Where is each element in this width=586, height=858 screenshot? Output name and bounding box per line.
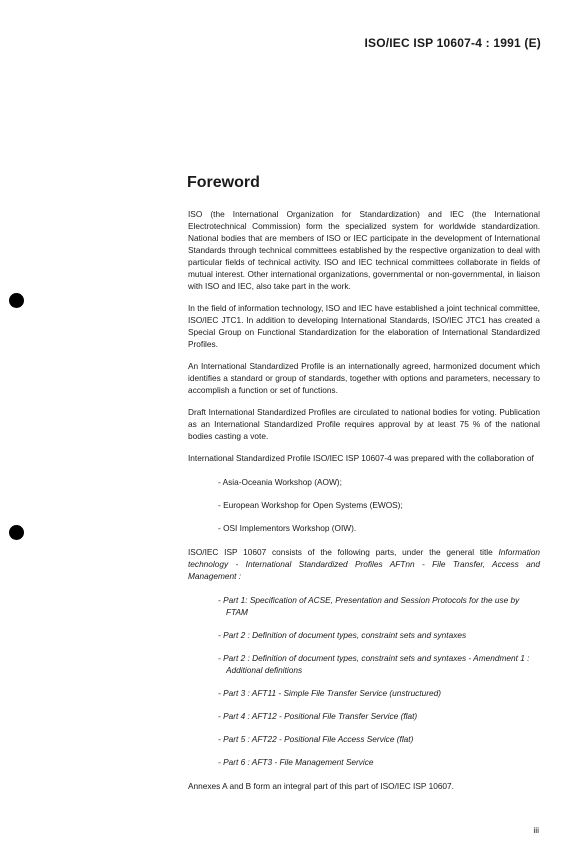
page-number: iii <box>533 825 539 835</box>
paragraph: An International Standardized Profile is an internationally agreed, harmonized document which identifies a standard or group of standards, together with options and parameters, necessary to accomplish a function or set of functions. <box>188 361 540 395</box>
foreword-body <box>188 208 540 802</box>
workshop-item: - European Workshop for Open Systems (EWOS); <box>218 500 403 510</box>
workshop-item: - Asia-Oceania Workshop (AOW); <box>218 477 342 487</box>
part-item: - Part 2 : Definition of document types, constraint sets and syntaxes <box>218 630 467 640</box>
paragraph: ISO (the International Organization for Standardization) and IEC (the International Electrotechnical Commission) form the specialized system for worldwide standardization. National bodies that are members of ISO or IEC participate in the development of International Standards through technical committees established by the respective organization to deal with particular fields of technical activity. ISO and IEC technical committees collaborate in fields of mutual interest. Other international organizations, governmental or non-governmental, in liaison with ISO and IEC, also take part in the work. <box>188 209 540 291</box>
workshop-item: - OSI Implementors Workshop (OIW). <box>218 523 357 533</box>
paragraph: Draft International Standardized Profiles are circulated to national bodies for voting. Publication as an International Standardized Profile requires approval by at least 75 % of the national bodies casting a vote. <box>188 407 540 441</box>
paragraph: International Standardized Profile ISO/IEC ISP 10607-4 was prepared with the collaboration of <box>188 453 534 463</box>
parts-intro-lead: ISO/IEC ISP 10607 consists of the following parts, under the general title <box>188 547 499 557</box>
part-item: - Part 4 : AFT12 - Positional File Transfer Service (flat) <box>218 711 418 721</box>
part-item: - Part 1: Specification of ACSE, Presentation and Session Protocols for the use by FTAM <box>218 595 520 617</box>
part-item: - Part 6 : AFT3 - File Management Service <box>218 757 374 767</box>
part-item: - Part 3 : AFT11 - Simple File Transfer Service (unstructured) <box>218 688 442 698</box>
page-title: Foreword <box>187 174 260 191</box>
document-header: ISO/IEC ISP 10607-4 : 1991 (E) <box>364 36 541 50</box>
parts-intro <box>188 546 540 582</box>
part-item: - Part 2 : Definition of document types, constraint sets and syntaxes - Amendment 1 : Additional definitions <box>218 653 530 675</box>
punch-hole-mark <box>9 293 24 308</box>
part-item: - Part 5 : AFT22 - Positional File Access Service (flat) <box>218 734 414 744</box>
parts-general-title: Information technology - International Standardized Profiles AFTnn - File Transfer, Access and Management : <box>188 547 540 581</box>
punch-hole-mark <box>9 525 24 540</box>
paragraph: In the field of information technology, ISO and IEC have established a joint technical committee, ISO/IEC JTC1. In addition to developing International Standards, ISO/IEC JTC1 has created a Special Group on Functional Standardization for the elaboration of International Standardized Profiles. <box>188 303 540 349</box>
closing-paragraph: Annexes A and B form an integral part of this part of ISO/IEC ISP 10607. <box>188 781 454 791</box>
